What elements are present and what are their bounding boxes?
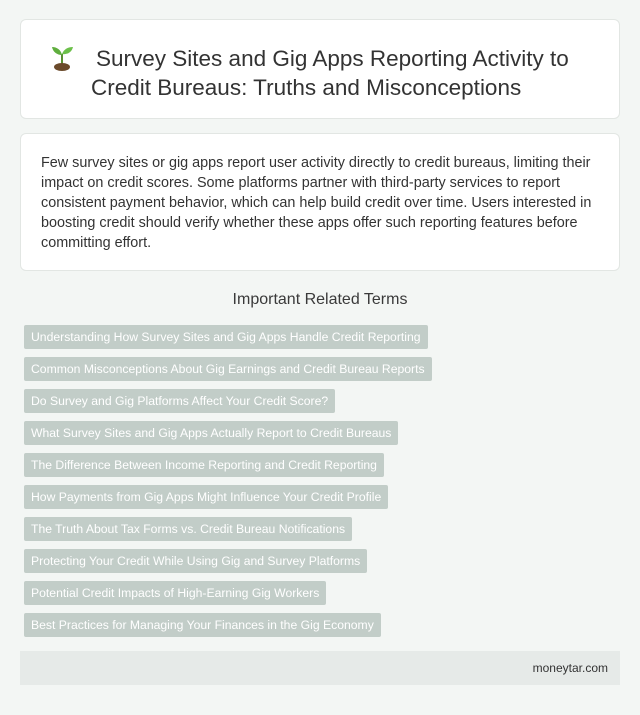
- related-term-9[interactable]: Potential Credit Impacts of High-Earning Gig Workers: [24, 581, 326, 605]
- seedling-icon: [49, 42, 75, 72]
- related-term-10[interactable]: Best Practices for Managing Your Finances in the Gig Economy: [24, 613, 381, 637]
- related-term-2[interactable]: Common Misconceptions About Gig Earnings and Credit Bureau Reports: [24, 357, 432, 381]
- related-term-6[interactable]: How Payments from Gig Apps Might Influence Your Credit Profile: [24, 485, 388, 509]
- title-card: [20, 19, 620, 119]
- related-term-3[interactable]: Do Survey and Gig Platforms Affect Your Credit Score?: [24, 389, 335, 413]
- page-title: Survey Sites and Gig Apps Reporting Activity to Credit Bureaus: Truths and Misconceptions: [91, 46, 569, 100]
- related-terms-heading: Important Related Terms: [232, 291, 408, 308]
- footer: [20, 651, 620, 685]
- summary-text: Few survey sites or gig apps report user activity directly to credit bureaus, limiting their impact on credit scores. Some platforms partner with third-party services to report consistent payment behavior, which can help build credit over time. Users interested in boosting credit should verify whether these apps offer such reporting features before committing effort.: [41, 155, 592, 251]
- footer-site-link[interactable]: moneytar.com: [532, 661, 608, 675]
- related-term-7[interactable]: The Truth About Tax Forms vs. Credit Bureau Notifications: [24, 517, 352, 541]
- related-term-5[interactable]: The Difference Between Income Reporting and Credit Reporting: [24, 453, 384, 477]
- related-term-1[interactable]: Understanding How Survey Sites and Gig Apps Handle Credit Reporting: [24, 325, 428, 349]
- related-term-4[interactable]: What Survey Sites and Gig Apps Actually Report to Credit Bureaus: [24, 421, 398, 445]
- related-term-8[interactable]: Protecting Your Credit While Using Gig and Survey Platforms: [24, 549, 367, 573]
- summary-card: [20, 133, 620, 271]
